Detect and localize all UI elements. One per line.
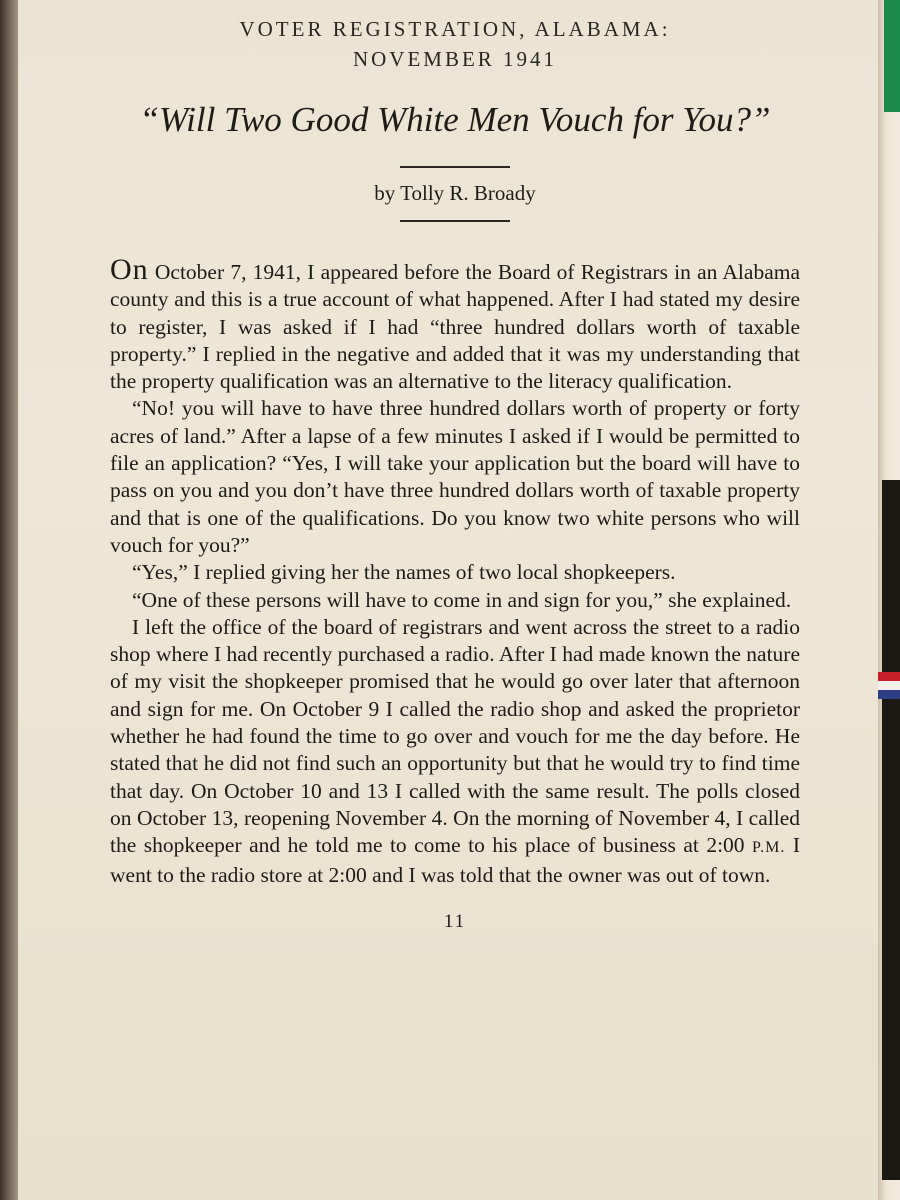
- page-number: 11: [443, 910, 467, 932]
- time-abbrev: P.M.: [752, 839, 786, 857]
- article-byline: by Tolly R. Broady: [374, 181, 536, 205]
- section-kicker-line2: NOVEMBER 1941: [352, 47, 558, 71]
- paragraph-1: [110, 253, 800, 395]
- flag-stripe-white: [878, 681, 900, 690]
- flag-stripe-blue: [878, 690, 900, 699]
- flag-stripe-red: [878, 672, 900, 681]
- paragraph-4: “One of these persons will have to come in and sign for you,” she explained.: [132, 587, 792, 612]
- paragraph-3: “Yes,” I replied giving her the names of two local shopkeepers.: [132, 560, 676, 585]
- background-dark-edge: [882, 480, 900, 1180]
- article-title: “Will Two Good White Men Vouch for You?”: [139, 100, 771, 139]
- paragraph-5-text-b: I went to the radio store at 2:00 and I was told that the owner was out of town.: [110, 833, 800, 887]
- paragraph-5: [110, 614, 800, 889]
- paragraph-5-text-a: I left the office of the board of registrars and went across the street to a radio shop where I had recently purchased a radio. After I had made known the nature of my visit the shopkeeper promised that he would go over later that afternoon and sign for me. On October 9 I called the radio shop and asked the proprietor whether he had found the time to go over and vouch for me the day before. He stated that he did not find such an opportunity but that he would try to find time that day. On October 10 and 13 I called with the same result. The polls closed on October 13, reopening November 4. On the morning of November 4, I called the shopkeeper and he told me to come to his place of business at 2:00: [110, 614, 800, 858]
- green-bookmark-tab: [884, 0, 900, 112]
- divider-bottom: [400, 220, 510, 222]
- article-body: [110, 253, 800, 889]
- page-content: [110, 0, 800, 933]
- paragraph-2: “No! you will have to have three hundred dollars worth of property or forty acres of land.” After a lapse of a few minutes I asked if I would be permitted to file an application? “Yes, I will take your application but the board will have to pass on you and you don’t have three hundred dollars worth of taxable property and that is one of the qualifications. Do you know two white persons who will vouch for you?”: [110, 396, 800, 557]
- section-kicker-line1: VOTER REGISTRATION, ALABAMA:: [239, 17, 671, 41]
- paragraph-1-text: October 7, 1941, I appeared before the Board of Registrars in an Alabama county and this is a true account of what happened. After I had stated my desire to register, I was asked if I had “three hundred dollars worth of taxable property.” I replied in the negative and added that it was my understanding that the property qualification was an alternative to the literacy qualification.: [110, 260, 800, 394]
- dropcap-word: On: [110, 253, 149, 286]
- divider-top: [400, 166, 510, 168]
